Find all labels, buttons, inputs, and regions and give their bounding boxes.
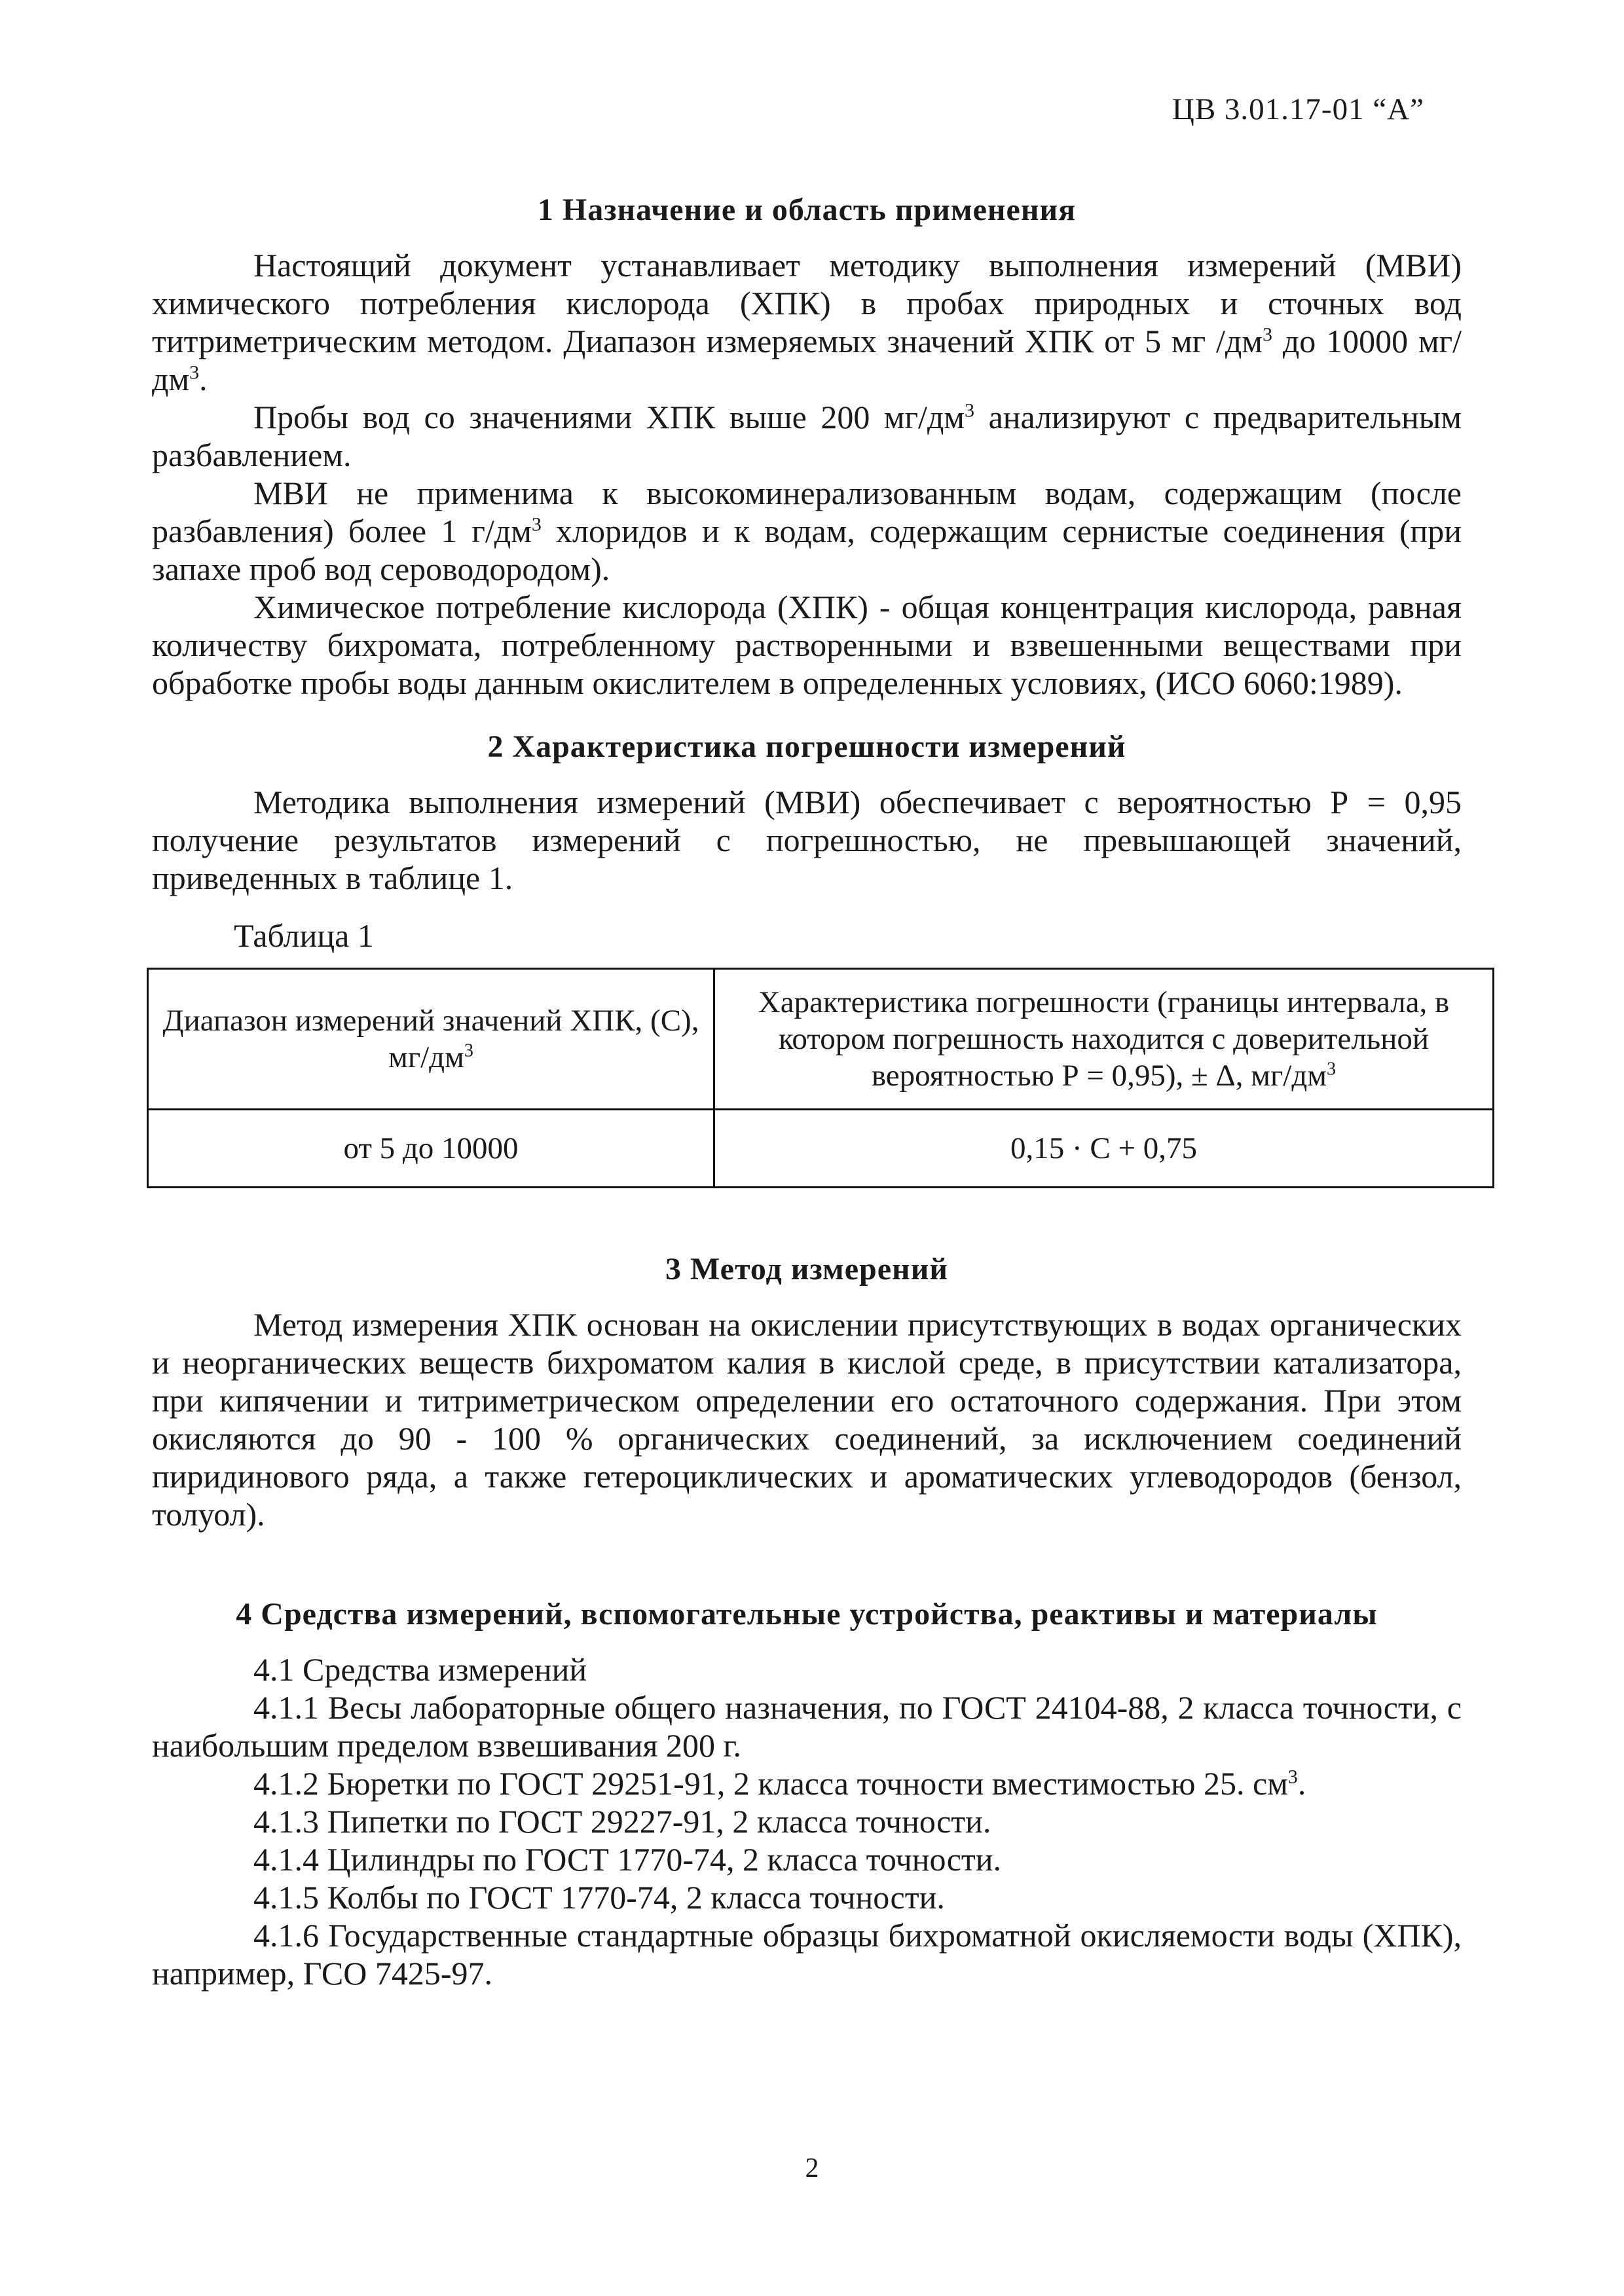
table-cell-range: от 5 до 10000: [148, 1110, 714, 1188]
page-number: 2: [805, 2153, 819, 2183]
document-code: ЦВ 3.01.17-01 “А”: [1172, 92, 1424, 126]
item-4-1-6: 4.1.6 Государственные стандартные образцы бихроматной окисляемости воды (ХПК), например, ГСО 7425-97.: [152, 1917, 1462, 1992]
table-header-row: [148, 969, 1494, 1110]
item-4-1: 4.1 Средства измерений: [253, 1651, 587, 1688]
section-4-heading: 4 Средства измерений, вспомогательные устройства, реактивы и материалы: [236, 1597, 1378, 1631]
table-caption: Таблица 1: [234, 917, 374, 954]
section-2-paragraph-1: Методика выполнения измерений (МВИ) обеспечивает с вероятностью Р = 0,95 получение результатов измерений с погрешностью, не превышающей значений, приведенных в таблице 1.: [152, 784, 1462, 896]
section-1-paragraph-3: МВИ не применима к высокоминерализованным водам, содержащим (после разбавления) более 1 $г/дм^3$ хлоридов и к водам, содержащим сернистые соединения (при запахе проб вод сероводородом).: [152, 475, 1462, 587]
section-1-paragraph-1: Настоящий документ устанавливает методику выполнения измерений (МВИ) химического потребления кислорода (ХПК) в пробах природных и сточных вод титриметрическим методом. Диапазон измеряемых значений ХПК от 5 мг $/дм^3$ до 10000 $мг/дм^3$.: [152, 247, 1462, 397]
section-2-heading: 2 Характеристика погрешности измерений: [487, 729, 1126, 764]
table-cell-error: 0,15 · С + 0,75: [714, 1110, 1494, 1188]
section-1-heading: 1 Назначение и область применения: [537, 192, 1077, 227]
item-4-1-5: 4.1.5 Колбы по ГОСТ 1770-74, 2 класса точности.: [253, 1879, 945, 1916]
section-1-paragraph-2: Пробы вод со значениями ХПК выше 200 $мг/дм^3$ анализируют с предварительным разбавлением.: [152, 399, 1462, 473]
item-4-1-1: 4.1.1 Весы лабораторные общего назначения, по ГОСТ 24104-88, 2 класса точности, с наибольшим пределом взвешивания 200 г.: [152, 1689, 1462, 1764]
document-body: [152, 191, 1462, 1992]
error-characteristics-table: [147, 968, 1494, 1188]
item-4-1-2: 4.1.2 Бюретки по ГОСТ 29251-91, 2 класса точности вместимостью 25. $см^3$.: [253, 1765, 1306, 1802]
section-1-paragraph-4: Химическое потребление кислорода (ХПК) - общая концентрация кислорода, равная количеству бихромата, потребленному растворенными и взвешенными веществами при обработке пробы воды данным окислителем в определенных условиях, (ИСО 6060:1989).: [152, 589, 1462, 701]
table-header-error: Характеристика погрешности (границы интервала, в котором погрешность находится с доверительной вероятностью Р = 0,95), ± Δ, $мг/дм^3$: [714, 969, 1494, 1110]
item-4-1-3: 4.1.3 Пипетки по ГОСТ 29227-91, 2 класса точности.: [253, 1803, 991, 1840]
item-4-1-4: 4.1.4 Цилиндры по ГОСТ 1770-74, 2 класса точности.: [253, 1841, 1002, 1878]
section-3-heading: 3 Метод измерений: [665, 1252, 949, 1286]
table-row: [148, 1110, 1494, 1188]
table-header-range: Диапазон измерений значений ХПК, (С), $мг/дм^3$: [148, 969, 714, 1110]
section-3-paragraph-1: Метод измерения ХПК основан на окислении присутствующих в водах органических и неорганических веществ бихроматом калия в кислой среде, в присутствии катализатора, при кипячении и титриметрическом определении его остаточного содержания. При этом окисляются до 90 - 100 % органических соединений, за исключением соединений пиридинового ряда, а также гетероциклических и ароматических углеводородов (бензол, толуол).: [152, 1306, 1462, 1533]
